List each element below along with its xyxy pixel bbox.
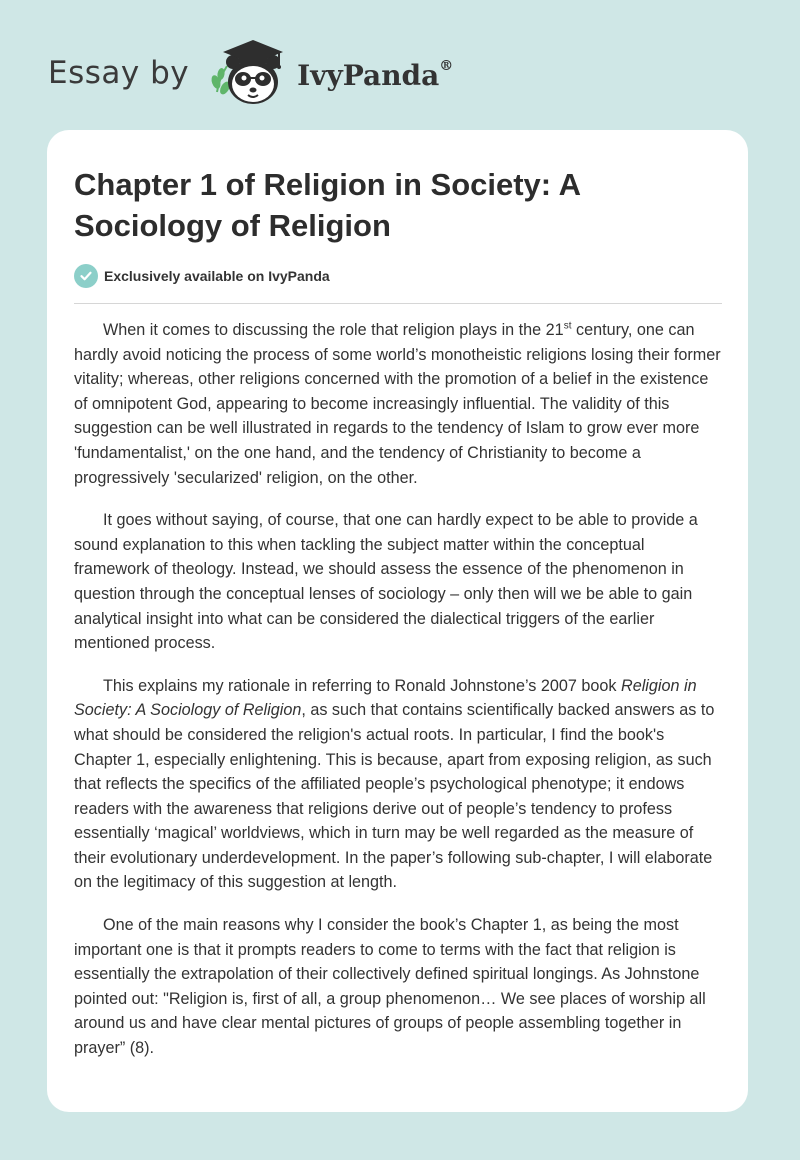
exclusive-badge (74, 264, 330, 288)
book-title: Religion in Society: A Sociology of Religion (74, 676, 697, 720)
essay-body (74, 318, 722, 1079)
badge-label: Exclusively available on IvyPanda (104, 268, 330, 284)
essay-card (47, 130, 748, 1112)
essay-title: Chapter 1 of Religion in Society: A Sociology of Religion (74, 167, 580, 243)
paragraph-4: One of the main reasons why I consider the book’s Chapter 1, as being the most important one is that it prompts readers to come to terms with the fact that religion is essentially the extrapolation of their collectively defined spiritual longings. As Johnstone pointed out: "Religion is, first of all, a group phenomenon… We see places of worship all around us and have clear mental pictures of groups of people assembling together in prayer” (8). (74, 916, 706, 1058)
check-icon (74, 264, 98, 288)
paragraph-2: It goes without saying, of course, that one can hardly expect to be able to provide a sound explanation to this when tackling the subject matter within the conceptual framework of theology. Instead, we should assess the essence of the phenomenon in question through the conceptual lenses of sociology – only then will we be able to gain analytical insight into what can be considered the dialectical triggers of the earlier mentioned process. (74, 511, 698, 653)
essay-by-label: Essay by (48, 55, 190, 91)
paragraph-1: When it comes to discussing the role that religion plays in the 21st century, one can hardly avoid noticing the process of some world’s monotheistic religions losing their former vitality; whereas, other religions concerned with the promotion of a belief in the existence of omnipotent God, appearing to become increasingly influential. The validity of this suggestion can be well illustrated in regards to the tendency of Islam to grow ever more 'fundamentalist,' on the one hand, and the tendency of Christianity to become a progressively 'secularized' religion, on the other. (74, 320, 721, 487)
brand-name[interactable]: IvyPanda® (297, 58, 454, 92)
panda-logo-icon[interactable] (203, 36, 293, 110)
paragraph-3: This explains my rationale in referring to Ronald Johnstone’s 2007 book Religion in Society: A Sociology of Religion, as such that contains scientifically backed answers as to what should be considered the religion's actual roots. In particular, I find the book's Chapter 1, especially enlightening. This is because, apart from exposing religion, as such that reflects the specifics of the affiliated people’s psychological phenotype; it endows readers with the awareness that religions derive out of people’s tendency to profess essentially ‘magical’ worldviews, which in turn may be well regarded as the measure of their evolutionary underdevelopment. In the paper’s following sub-chapter, I will elaborate on the legitimacy of this suggestion at length. (74, 676, 715, 892)
site-header (48, 36, 453, 110)
registered-mark: ® (439, 58, 454, 75)
divider (74, 303, 722, 304)
